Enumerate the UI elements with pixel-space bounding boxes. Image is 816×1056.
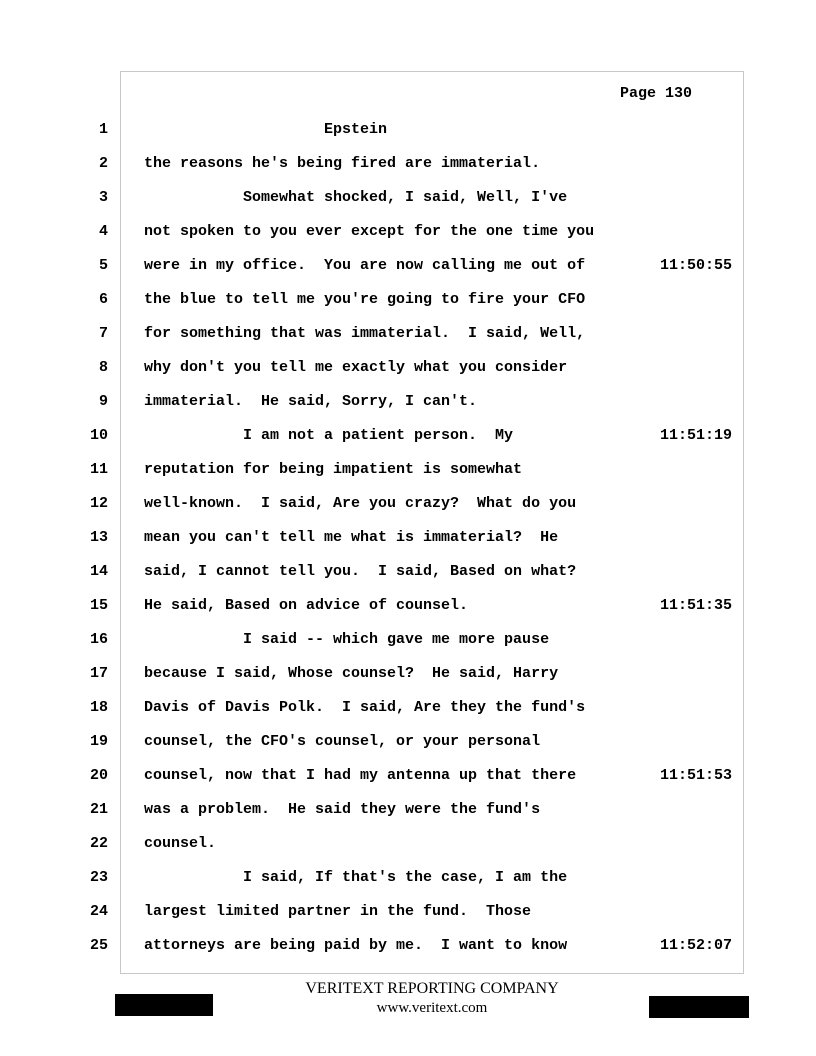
line-text: He said, Based on advice of counsel. <box>144 597 469 614</box>
line-number: 6 <box>98 291 108 308</box>
line-number: 25 <box>89 937 108 954</box>
transcript-line <box>0 597 816 615</box>
line-text: reputation for being impatient is somewhat <box>144 461 523 478</box>
line-text: counsel, now that I had my antenna up that there <box>144 767 577 784</box>
line-number: 17 <box>89 665 108 682</box>
line-text: I said -- which gave me more pause <box>144 631 550 648</box>
footer-website: www.veritext.com <box>376 1000 488 1016</box>
line-number: 20 <box>89 767 108 784</box>
transcript-line <box>0 223 816 241</box>
line-text: immaterial. He said, Sorry, I can't. <box>144 393 478 410</box>
line-text: for something that was immaterial. I said, Well, <box>144 325 586 342</box>
line-number: 18 <box>89 699 108 716</box>
line-text: was a problem. He said they were the fund's <box>144 801 541 818</box>
redaction-block-right <box>649 996 749 1018</box>
line-number: 14 <box>89 563 108 580</box>
transcript-line <box>0 801 816 819</box>
transcript-line <box>0 291 816 309</box>
transcript-line <box>0 835 816 853</box>
line-number: 22 <box>89 835 108 852</box>
line-text: counsel. <box>144 835 217 852</box>
timestamp: 11:51:35 <box>660 597 733 614</box>
line-number: 1 <box>98 121 108 138</box>
transcript-line <box>0 155 816 173</box>
line-number: 13 <box>89 529 108 546</box>
line-text: Epstein <box>144 121 388 138</box>
line-text: mean you can't tell me what is immaterial? He <box>144 529 559 546</box>
transcript-line <box>0 563 816 581</box>
line-number: 5 <box>98 257 108 274</box>
line-text: were in my office. You are now calling me out of <box>144 257 586 274</box>
transcript-line <box>0 427 816 445</box>
line-number: 11 <box>89 461 108 478</box>
footer-company-name: VERITEXT REPORTING COMPANY <box>305 980 559 997</box>
transcript-line <box>0 461 816 479</box>
redaction-block-left <box>115 994 213 1016</box>
transcript-line <box>0 903 816 921</box>
line-number: 9 <box>98 393 108 410</box>
transcript-line <box>0 495 816 513</box>
timestamp: 11:51:19 <box>660 427 733 444</box>
line-number: 15 <box>89 597 108 614</box>
line-number: 2 <box>98 155 108 172</box>
line-number: 21 <box>89 801 108 818</box>
line-number: 4 <box>98 223 108 240</box>
transcript-line <box>0 325 816 343</box>
line-text: the reasons he's being fired are immaterial. <box>144 155 541 172</box>
line-number: 3 <box>98 189 108 206</box>
transcript-line <box>0 699 816 717</box>
line-text: why don't you tell me exactly what you consider <box>144 359 568 376</box>
timestamp: 11:52:07 <box>660 937 733 954</box>
line-text: well-known. I said, Are you crazy? What do you <box>144 495 577 512</box>
transcript-line <box>0 631 816 649</box>
transcript-line <box>0 869 816 887</box>
line-number: 23 <box>89 869 108 886</box>
line-text: the blue to tell me you're going to fire your CFO <box>144 291 586 308</box>
line-number: 7 <box>98 325 108 342</box>
line-text: attorneys are being paid by me. I want to know <box>144 937 568 954</box>
transcript-line <box>0 257 816 275</box>
transcript-line <box>0 359 816 377</box>
line-number: 24 <box>89 903 108 920</box>
transcript-line <box>0 121 816 139</box>
transcript-line <box>0 529 816 547</box>
page-number: Page 130 <box>620 85 693 102</box>
line-text: I am not a patient person. My <box>144 427 514 444</box>
line-text: said, I cannot tell you. I said, Based on what? <box>144 563 577 580</box>
line-text: counsel, the CFO's counsel, or your personal <box>144 733 541 750</box>
transcript-line <box>0 767 816 785</box>
line-number: 12 <box>89 495 108 512</box>
line-text: not spoken to you ever except for the one time you <box>144 223 595 240</box>
line-text: Somewhat shocked, I said, Well, I've <box>144 189 568 206</box>
transcript-line <box>0 665 816 683</box>
line-number: 10 <box>89 427 108 444</box>
transcript-line <box>0 937 816 955</box>
transcript-line <box>0 189 816 207</box>
line-text: I said, If that's the case, I am the <box>144 869 568 886</box>
timestamp: 11:51:53 <box>660 767 733 784</box>
line-number: 16 <box>89 631 108 648</box>
transcript-line <box>0 733 816 751</box>
line-number: 8 <box>98 359 108 376</box>
line-text: Davis of Davis Polk. I said, Are they the fund's <box>144 699 586 716</box>
transcript-line <box>0 393 816 411</box>
line-number: 19 <box>89 733 108 750</box>
line-text: because I said, Whose counsel? He said, Harry <box>144 665 559 682</box>
timestamp: 11:50:55 <box>660 257 733 274</box>
line-text: largest limited partner in the fund. Those <box>144 903 532 920</box>
